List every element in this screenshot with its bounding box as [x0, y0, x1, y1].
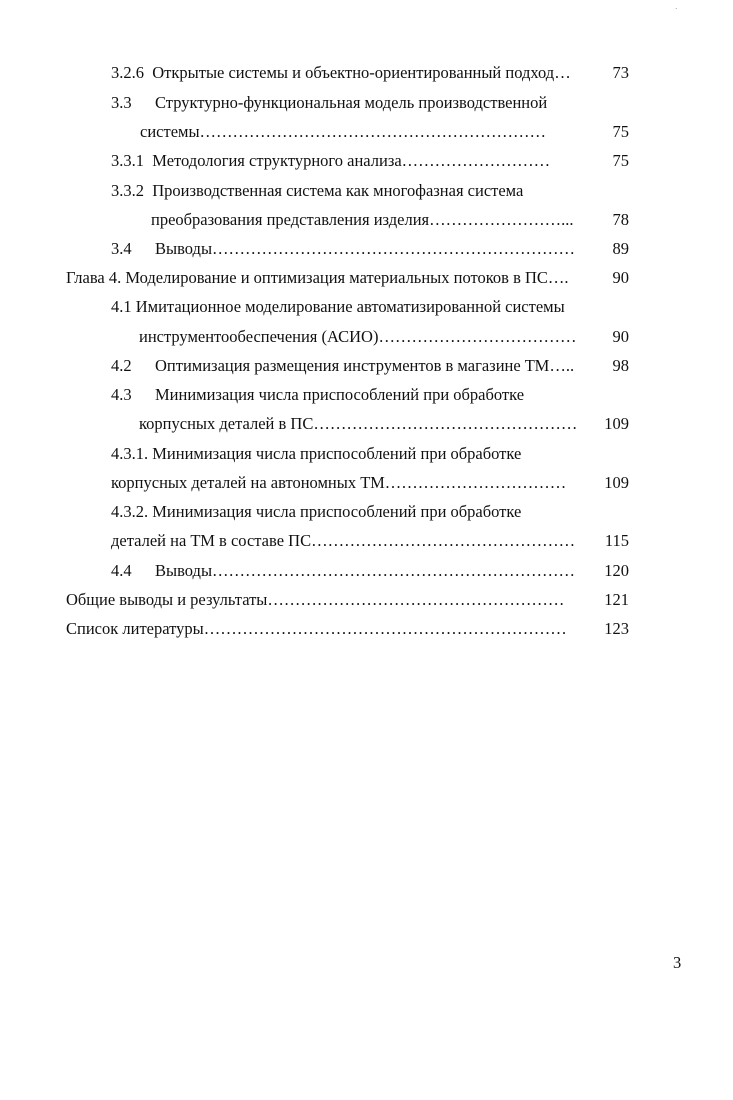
toc-entry-4-3[interactable] — [111, 385, 524, 405]
toc-entry-4-3-2[interactable] — [111, 502, 521, 522]
toc-title: Список литературы — [66, 619, 204, 638]
toc-title: 4.3.2. Минимизация числа приспособлений при обработке — [111, 502, 522, 521]
toc-entry-4-3-cont[interactable] — [139, 414, 577, 434]
toc-page: 75 — [612, 151, 629, 170]
toc-number: 3.3.1 — [111, 151, 144, 170]
toc-leader: ….. — [549, 356, 575, 375]
toc-entry-4-3-1[interactable] — [111, 444, 521, 464]
toc-page: 98 — [612, 356, 629, 375]
toc-title: Минимизация числа приспособлений при обработке — [155, 385, 525, 404]
toc-title: Общие выводы и результаты — [66, 590, 268, 609]
toc-leader: ………………………………………… — [313, 414, 578, 433]
toc-leader: ……………………... — [429, 210, 574, 229]
toc-title: Методология структурного анализа — [152, 151, 402, 170]
page-number: 3 — [673, 953, 682, 972]
toc-title: Выводы — [155, 561, 213, 580]
toc-title: Структурно-функциональная модель производственной — [155, 93, 548, 112]
toc-page: 78 — [612, 210, 629, 229]
toc-title-continued: инструментообеспечения (АСИО) — [139, 327, 379, 346]
toc-leader: … — [554, 63, 571, 82]
toc-title: Глава 4. Моделирование и оптимизация материальных потоков в ПС — [66, 268, 548, 287]
toc-entry-3-3-2-cont[interactable] — [151, 210, 574, 230]
toc-title-continued: системы — [140, 122, 200, 141]
toc-page: 90 — [612, 327, 629, 346]
toc-page: 109 — [604, 414, 629, 433]
toc-number: 3.3.2 — [111, 181, 144, 200]
toc-title-continued: корпусных деталей на автономных ТМ — [111, 473, 385, 492]
toc-title: 4.1 Имитационное моделирование автоматизированной системы — [111, 297, 565, 316]
toc-page: 120 — [604, 561, 629, 580]
toc-leader: …. — [547, 268, 569, 287]
toc-number: 3.2.6 — [111, 63, 144, 82]
toc-page: 109 — [604, 473, 629, 492]
toc-number: 4.4 — [111, 561, 132, 580]
toc-leader: ……………………………… — [378, 327, 577, 346]
toc-title-continued: преобразования представления изделия — [151, 210, 430, 229]
toc-number: 4.3 — [111, 385, 132, 404]
toc-page: 123 — [604, 619, 629, 638]
toc-entry-3-2-6[interactable] — [111, 63, 571, 83]
toc-page: 90 — [612, 268, 629, 287]
toc-title-continued: деталей на ТМ в составе ПС — [111, 531, 312, 550]
toc-chapter-4[interactable] — [66, 268, 569, 288]
toc-entry-3-4[interactable] — [111, 239, 575, 259]
toc-entry-4-3-1-cont[interactable] — [111, 473, 566, 493]
toc-title: Оптимизация размещения инструментов в магазине ТМ — [155, 356, 550, 375]
toc-entry-3-3[interactable] — [111, 93, 547, 113]
toc-leader: ……………………………………………………… — [199, 122, 547, 141]
toc-title-continued: корпусных деталей в ПС — [139, 414, 314, 433]
toc-entry-4-1[interactable] — [111, 297, 565, 317]
toc-title: Производственная система как многофазная система — [152, 181, 524, 200]
toc-page: 89 — [612, 239, 629, 258]
toc-leader: ……………………………………………… — [267, 590, 565, 609]
toc-general-conclusions[interactable] — [66, 590, 564, 610]
toc-entry-4-1-cont[interactable] — [139, 327, 576, 347]
toc-entry-3-3-cont[interactable] — [140, 122, 546, 142]
toc-title: Открытые системы и объектно-ориентированный подход — [152, 63, 555, 82]
toc-leader: ………………………………………………………… — [212, 561, 576, 580]
toc-entry-4-4[interactable] — [111, 561, 575, 581]
toc-leader: ………………………………………………………… — [203, 619, 567, 638]
toc-title: 4.3.1. Минимизация числа приспособлений при обработке — [111, 444, 522, 463]
toc-number: 4.2 — [111, 356, 132, 375]
toc-leader: …………………………… — [384, 473, 567, 492]
toc-number: 3.3 — [111, 93, 132, 112]
toc-entry-4-3-2-cont[interactable] — [111, 531, 575, 551]
toc-leader: ……………………… — [401, 151, 551, 170]
toc-leader: ………………………………………… — [311, 531, 576, 550]
toc-number: 3.4 — [111, 239, 132, 258]
toc-page: 121 — [604, 590, 629, 609]
toc-title: Выводы — [155, 239, 213, 258]
toc-page: 73 — [612, 63, 629, 82]
toc-references[interactable] — [66, 619, 567, 639]
toc-entry-3-3-2[interactable] — [111, 181, 523, 201]
toc-entry-3-3-1[interactable] — [111, 151, 550, 171]
toc-page: 115 — [604, 531, 629, 550]
toc-page: 75 — [612, 122, 629, 141]
toc-leader: ………………………………………………………… — [212, 239, 576, 258]
toc-entry-4-2[interactable] — [111, 356, 574, 376]
scan-mark: · — [675, 5, 678, 13]
